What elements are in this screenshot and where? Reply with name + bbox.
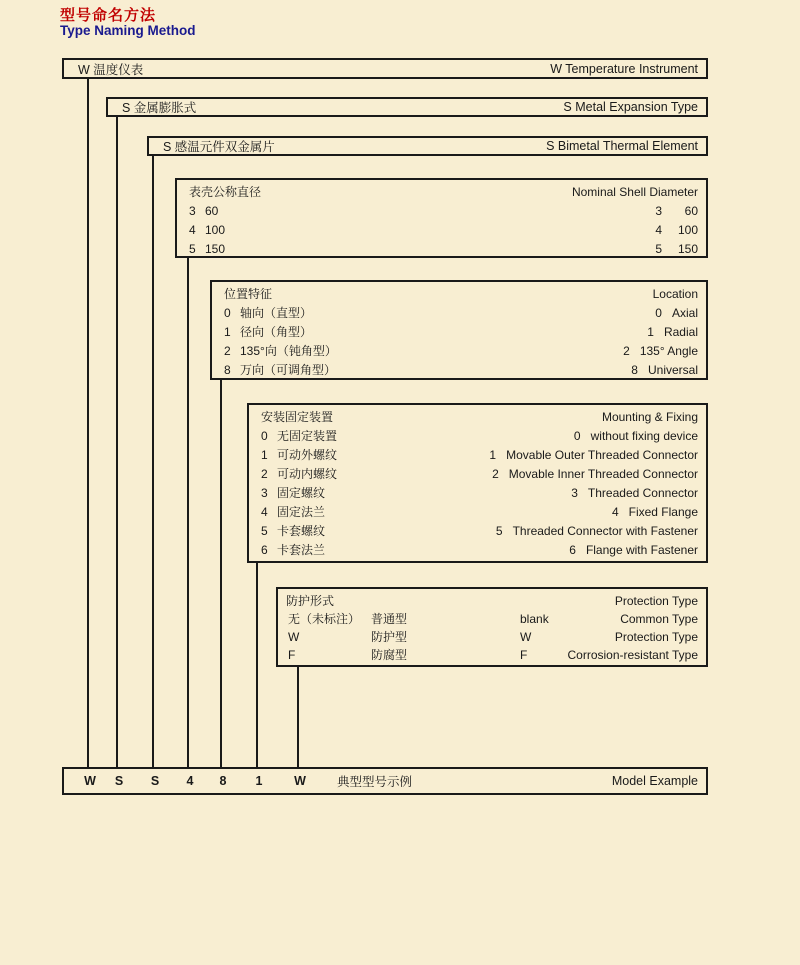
mounting-code-en: 2	[492, 467, 499, 481]
model-code: W	[294, 774, 306, 788]
protection-code-zh: W	[288, 630, 300, 644]
level-box-metal-expansion	[106, 97, 708, 117]
protection-row	[286, 610, 698, 628]
location-row	[224, 323, 698, 342]
mounting-row	[261, 427, 698, 446]
mounting-label-en: Threaded Connector	[587, 486, 698, 500]
location-label-en: 135° Angle	[639, 344, 698, 358]
connector-line-bimetal	[152, 154, 154, 767]
mounting-code-en: 0	[573, 429, 581, 443]
protection-label-en: Common Type	[620, 612, 698, 626]
mounting-code: 4	[261, 505, 268, 519]
mounting-label-en: Flange with Fastener	[585, 543, 698, 557]
diameter-title-row	[189, 183, 698, 202]
mounting-code-en: 5	[495, 524, 503, 538]
protection-title-en: Protection Type	[614, 594, 698, 608]
diameter-code: 4	[189, 223, 196, 237]
diameter-box	[175, 178, 708, 258]
diameter-value: 100	[205, 223, 226, 237]
model-code: S	[150, 774, 160, 788]
diameter-row	[189, 221, 698, 240]
mounting-label-zh: 卡套法兰	[277, 543, 326, 557]
protection-row	[286, 646, 698, 664]
page-title-en: Type Naming Method	[60, 23, 196, 38]
location-box	[210, 280, 708, 380]
mounting-row	[261, 522, 698, 541]
mounting-label-zh: 固定螺纹	[277, 486, 326, 500]
mounting-row	[261, 541, 698, 560]
model-code: S	[114, 774, 124, 788]
model-example-label-zh: 典型型号示例	[337, 775, 413, 789]
mounting-code: 5	[261, 524, 268, 538]
level-label-zh: S 金属膨胀式	[122, 101, 197, 115]
mounting-label-zh: 无固定装置	[277, 429, 338, 443]
diameter-title-en: Nominal Shell Diameter	[571, 185, 698, 199]
level-label-zh: S 感温元件双金属片	[163, 140, 275, 154]
mounting-code-en: 3	[571, 486, 578, 500]
diameter-value-en: 60	[684, 204, 698, 218]
model-code: 1	[255, 774, 263, 788]
location-code: 1	[224, 325, 231, 339]
diameter-value: 60	[205, 204, 219, 218]
mounting-label-zh: 固定法兰	[277, 505, 326, 519]
location-row	[224, 304, 698, 323]
location-code-en: 0	[655, 306, 662, 320]
level-label-en: W Temperature Instrument	[550, 61, 698, 76]
page-title-zh: 型号命名方法	[60, 7, 157, 24]
location-code-en: 2	[623, 344, 630, 358]
protection-label-en: Protection Type	[614, 630, 698, 644]
model-code: W	[84, 774, 96, 788]
mounting-code: 6	[261, 543, 268, 557]
model-example-box	[62, 767, 708, 795]
protection-label-zh: 普通型	[371, 612, 408, 626]
diameter-value-en: 150	[677, 242, 698, 256]
location-code: 0	[224, 306, 231, 320]
mounting-label-en: Movable Outer Threaded Connector	[506, 448, 698, 462]
location-row	[224, 342, 698, 361]
location-label-en: Radial	[663, 325, 698, 339]
mounting-code: 1	[261, 448, 268, 462]
diameter-value-en: 100	[677, 223, 698, 237]
location-title-en: Location	[652, 287, 698, 301]
mounting-box	[247, 403, 708, 563]
connector-line-diameter	[187, 256, 189, 767]
diameter-value: 150	[205, 242, 226, 256]
diameter-row	[189, 240, 698, 259]
protection-code-en: F	[520, 648, 528, 662]
mounting-code-en: 1	[489, 448, 497, 462]
diameter-code: 3	[189, 204, 196, 218]
location-code: 2	[224, 344, 231, 358]
location-label-zh: 万向（可调角型）	[240, 363, 337, 377]
mounting-label-en: Fixed Flange	[628, 505, 698, 519]
level-label-en: S Metal Expansion Type	[563, 100, 698, 114]
model-code: 4	[186, 774, 194, 788]
location-row	[224, 361, 698, 380]
level-label-zh: W 温度仪表	[78, 62, 144, 77]
mounting-label-zh: 卡套螺纹	[277, 524, 326, 538]
location-label-zh: 轴向（直型）	[240, 306, 313, 320]
mounting-code: 3	[261, 486, 268, 500]
protection-row	[286, 628, 698, 646]
mounting-code-en: 6	[569, 543, 576, 557]
mounting-label-en: without fixing device	[590, 429, 698, 443]
mounting-row	[261, 446, 698, 465]
diameter-code: 5	[189, 242, 196, 256]
diameter-code-en: 5	[655, 242, 662, 256]
location-title-zh: 位置特征	[224, 287, 273, 301]
location-label-zh: 径向（角型）	[240, 325, 313, 339]
protection-label-en: Corrosion-resistant Type	[567, 648, 698, 662]
diameter-title-zh: 表壳公称直径	[189, 185, 262, 199]
mounting-title-en: Mounting & Fixing	[601, 410, 698, 424]
mounting-label-en: Threaded Connector with Fastener	[512, 524, 698, 538]
mounting-row	[261, 484, 698, 503]
protection-box	[276, 587, 708, 667]
protection-code-en: W	[520, 630, 532, 644]
connector-line-protection	[297, 665, 299, 767]
protection-code-zh: F	[288, 648, 296, 662]
connector-line-mounting	[256, 561, 258, 767]
location-label-zh: 135°向（钝角型）	[240, 344, 337, 358]
diameter-code-en: 3	[655, 204, 662, 218]
model-code: 8	[219, 774, 227, 788]
mounting-code-en: 4	[611, 505, 619, 519]
level-box-bimetal-element	[147, 136, 708, 156]
mounting-code: 2	[261, 467, 268, 481]
model-example-label-en: Model Example	[611, 774, 698, 788]
mounting-label-zh: 可动外螺纹	[277, 448, 338, 462]
mounting-code: 0	[261, 429, 268, 443]
location-code-en: 8	[631, 363, 638, 377]
location-code: 8	[224, 363, 231, 377]
location-code-en: 1	[647, 325, 654, 339]
location-title-row	[224, 285, 698, 304]
mounting-label-zh: 可动内螺纹	[277, 467, 338, 481]
connector-line-expansion	[116, 115, 118, 767]
mounting-label-en: Movable Inner Threaded Connector	[508, 467, 698, 481]
protection-code-zh: 无（未标注）	[288, 612, 361, 626]
location-label-en: Universal	[647, 363, 698, 377]
protection-code-en: blank	[520, 612, 549, 626]
level-label-en: S Bimetal Thermal Element	[546, 139, 698, 153]
protection-title-row	[286, 592, 698, 610]
level-box-temperature-instrument	[62, 58, 708, 79]
location-label-en: Axial	[671, 306, 698, 320]
diameter-code-en: 4	[655, 223, 662, 237]
mounting-title-row	[261, 408, 698, 427]
protection-title-zh: 防护形式	[286, 594, 335, 608]
mounting-row	[261, 465, 698, 484]
diameter-row	[189, 202, 698, 221]
protection-label-zh: 防护型	[371, 630, 408, 644]
connector-line-location	[220, 378, 222, 767]
protection-label-zh: 防腐型	[371, 648, 408, 662]
connector-line-temperature	[87, 77, 89, 767]
mounting-row	[261, 503, 698, 522]
mounting-title-zh: 安装固定装置	[261, 410, 334, 424]
